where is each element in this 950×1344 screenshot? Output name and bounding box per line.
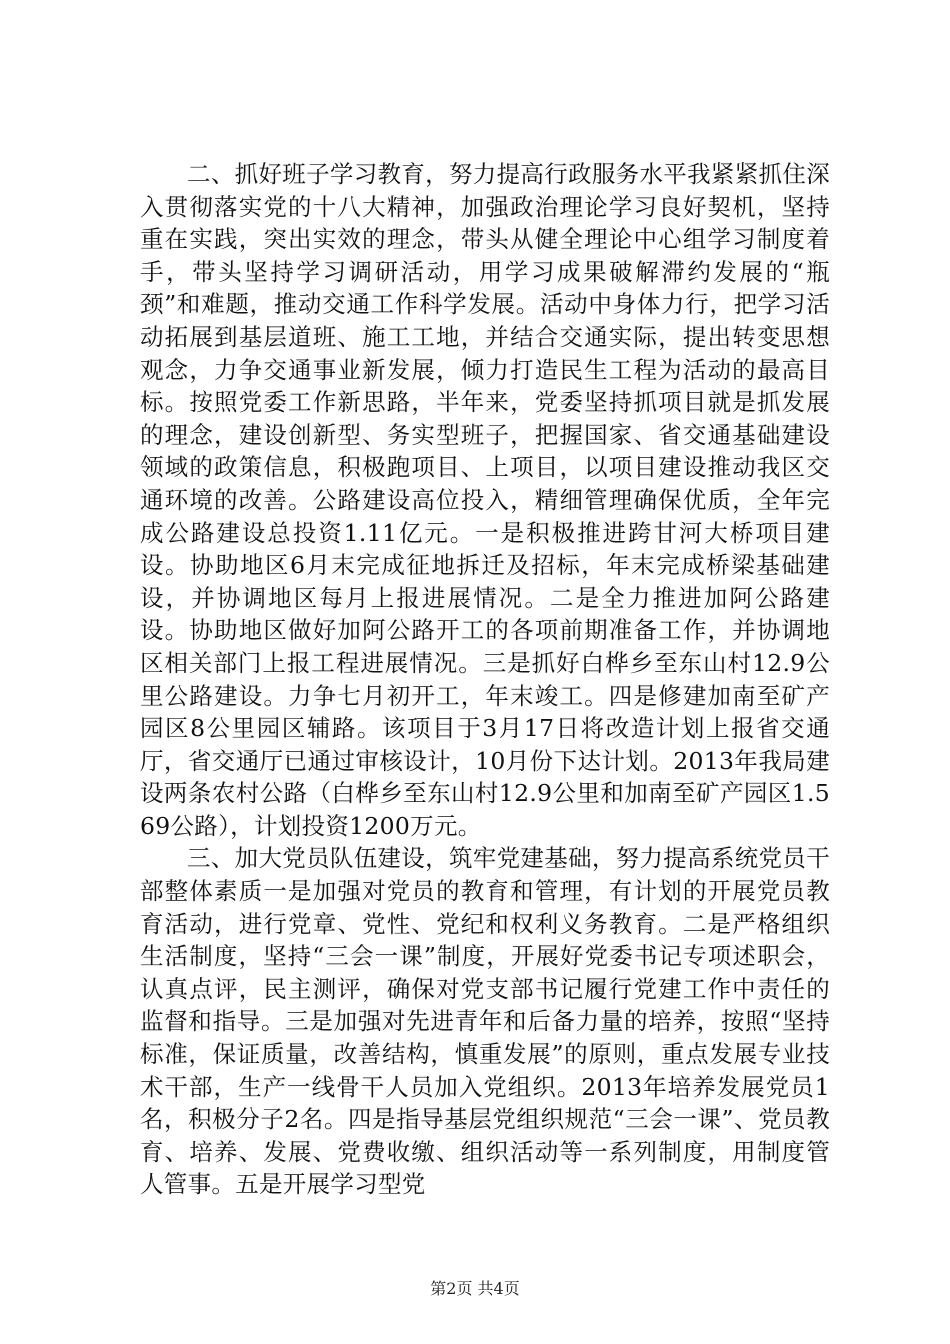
paragraph-section-two: 二、抓好班子学习教育，努力提高行政服务水平我紧紧抓住深入贯彻落实党的十八大精神，加强政治理论学习良好契机，坚持重在实践，突出实效的理念，带头从健全理论中心组学习制度着手，带头坚持学习调研活动，用学习成果破解滞约发展的“瓶颈”和难题，推动交通工作科学发展。活动中身体力行，把学习活动拓展到基层道班、施工工地，并结合交通实际，提出转变思想观念，力争交通事业新发展，倾力打造民生工程为活动的最高目标。按照党委工作新思路，半年来，党委坚持抓项目就是抓发展的理念，建设创新型、务实型班子，把握国家、省交通基础建设领域的政策信息，积极跑项目、上项目，以项目建设推动我区交通环境的改善。公路建设高位投入，精细管理确保优质，全年完成公路建设总投资1.11亿元。一是积极推进跨甘河大桥项目建设。协助地区6月末完成征地拆迁及招标，年末完成桥梁基础建设，并协调地区每月上报进展情况。二是全力推进加阿公路建设。协助地区做好加阿公路开工的各项前期准备工作，并协调地区相关部门上报工程进展情况。三是抓好白桦乡至东山村12.9公里公路建设。力争七月初开工，年末竣工。四是修建加南至矿产园区8公里园区辅路。该项目于3月17日将改造计划上报省交通厅，省交通厅已通过审核设计，10月份下达计划。2013年我局建设两条农村公路（白桦乡至东山村12.9公里和加南至矿产园区1.569公路），计划投资1200万元。: [140, 160, 830, 840]
paragraph-section-three: 三、加大党员队伍建设，筑牢党建基础，努力提高系统党员干部整体素质一是加强对党员的教育和管理，有计划的开展党员教育活动，进行党章、党性、党纪和权利义务教育。二是严格组织生活制度，坚持“三会一课”制度，开展好党委书记专项述职会，认真点评，民主测评，确保对党支部书记履行党建工作中责任的监督和指导。三是加强对先进青年和后备力量的培养，按照“坚持标准，保证质量，改善结构，慎重发展”的原则，重点发展专业技术干部，生产一线骨干人员加入党组织。2013年培养发展党员1名，积极分子2名。四是指导基层党组织规范“三会一课”、党员教育、培养、发展、党费收缴、组织活动等一系列制度，用制度管人管事。五是开展学习型党: [140, 844, 830, 1199]
page-footer: 第2页 共4页: [430, 1279, 520, 1298]
document-body: [140, 158, 830, 1201]
